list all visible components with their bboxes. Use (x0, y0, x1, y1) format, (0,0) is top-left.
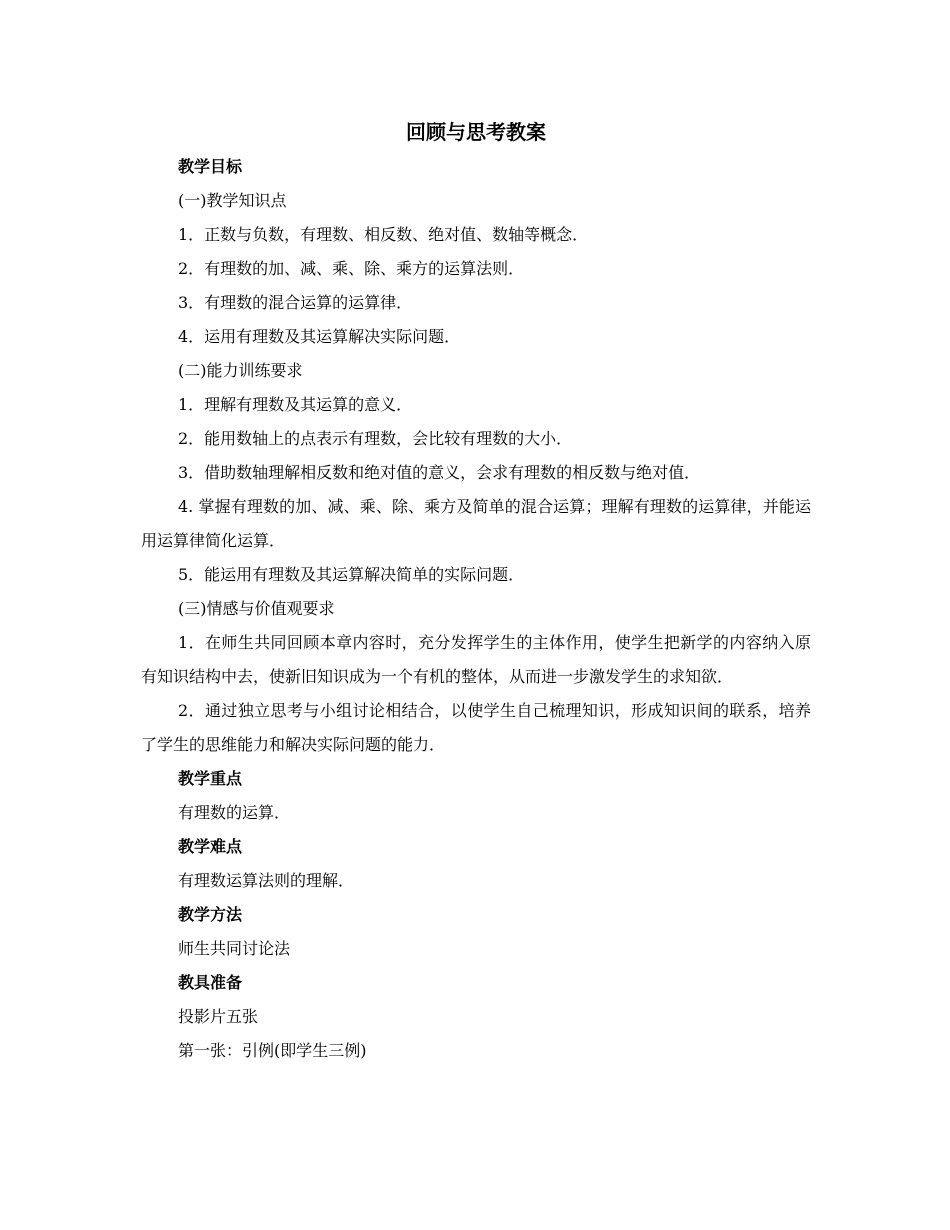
objectives-heading: 教学目标 (178, 157, 243, 176)
emotion-heading: (三)情感与价值观要求 (178, 599, 335, 618)
knowledge-heading: (一)教学知识点 (178, 191, 287, 210)
ability-item: 4. 掌握有理数的加、减、乘、除、乘方及简单的混合运算；理解有理数的运算律，并能运用运算律简化运算． (141, 497, 811, 550)
document-title: 回顾与思考教案 (406, 120, 546, 144)
knowledge-item: 4．运用有理数及其运算解决实际问题． (178, 327, 461, 346)
emotion-item: 1．在师生共同回顾本章内容时，充分发挥学生的主体作用，使学生把新学的内容纳入原有知识结构中去，使新旧知识成为一个有机的整体，从而进一步激发学生的求知欲． (141, 633, 811, 686)
method-heading: 教学方法 (178, 905, 243, 924)
ability-item: 5．能运用有理数及其运算解决简单的实际问题． (178, 565, 525, 584)
knowledge-item: 1．正数与负数，有理数、相反数、绝对值、数轴等概念． (178, 225, 589, 244)
ability-heading: (二)能力训练要求 (178, 361, 303, 380)
ability-item: 2．能用数轴上的点表示有理数，会比较有理数的大小． (178, 429, 573, 448)
difficulty-heading: 教学难点 (178, 837, 243, 856)
knowledge-item: 2．有理数的加、减、乘、除、乘方的运算法则． (178, 259, 525, 278)
ability-item: 3．借助数轴理解相反数和绝对值的意义，会求有理数的相反数与绝对值． (178, 463, 701, 482)
materials-heading: 教具准备 (178, 973, 243, 992)
ability-item: 1．理解有理数及其运算的意义． (178, 395, 413, 414)
document-page (141, 116, 811, 1068)
emotion-item: 2．通过独立思考与小组讨论相结合，以使学生自己梳理知识，形成知识间的联系，培养了学生的思维能力和解决实际问题的能力． (141, 701, 811, 754)
key-point-text: 有理数的运算． (178, 803, 291, 822)
materials-text: 投影片五张 (178, 1007, 259, 1026)
knowledge-item: 3．有理数的混合运算的运算律． (178, 293, 413, 312)
difficulty-text: 有理数运算法则的理解． (178, 871, 355, 890)
key-point-heading: 教学重点 (178, 769, 243, 788)
first-slide-text: 第一张：引例(即学生三例) (178, 1041, 367, 1060)
method-text: 师生共同讨论法 (178, 939, 291, 958)
